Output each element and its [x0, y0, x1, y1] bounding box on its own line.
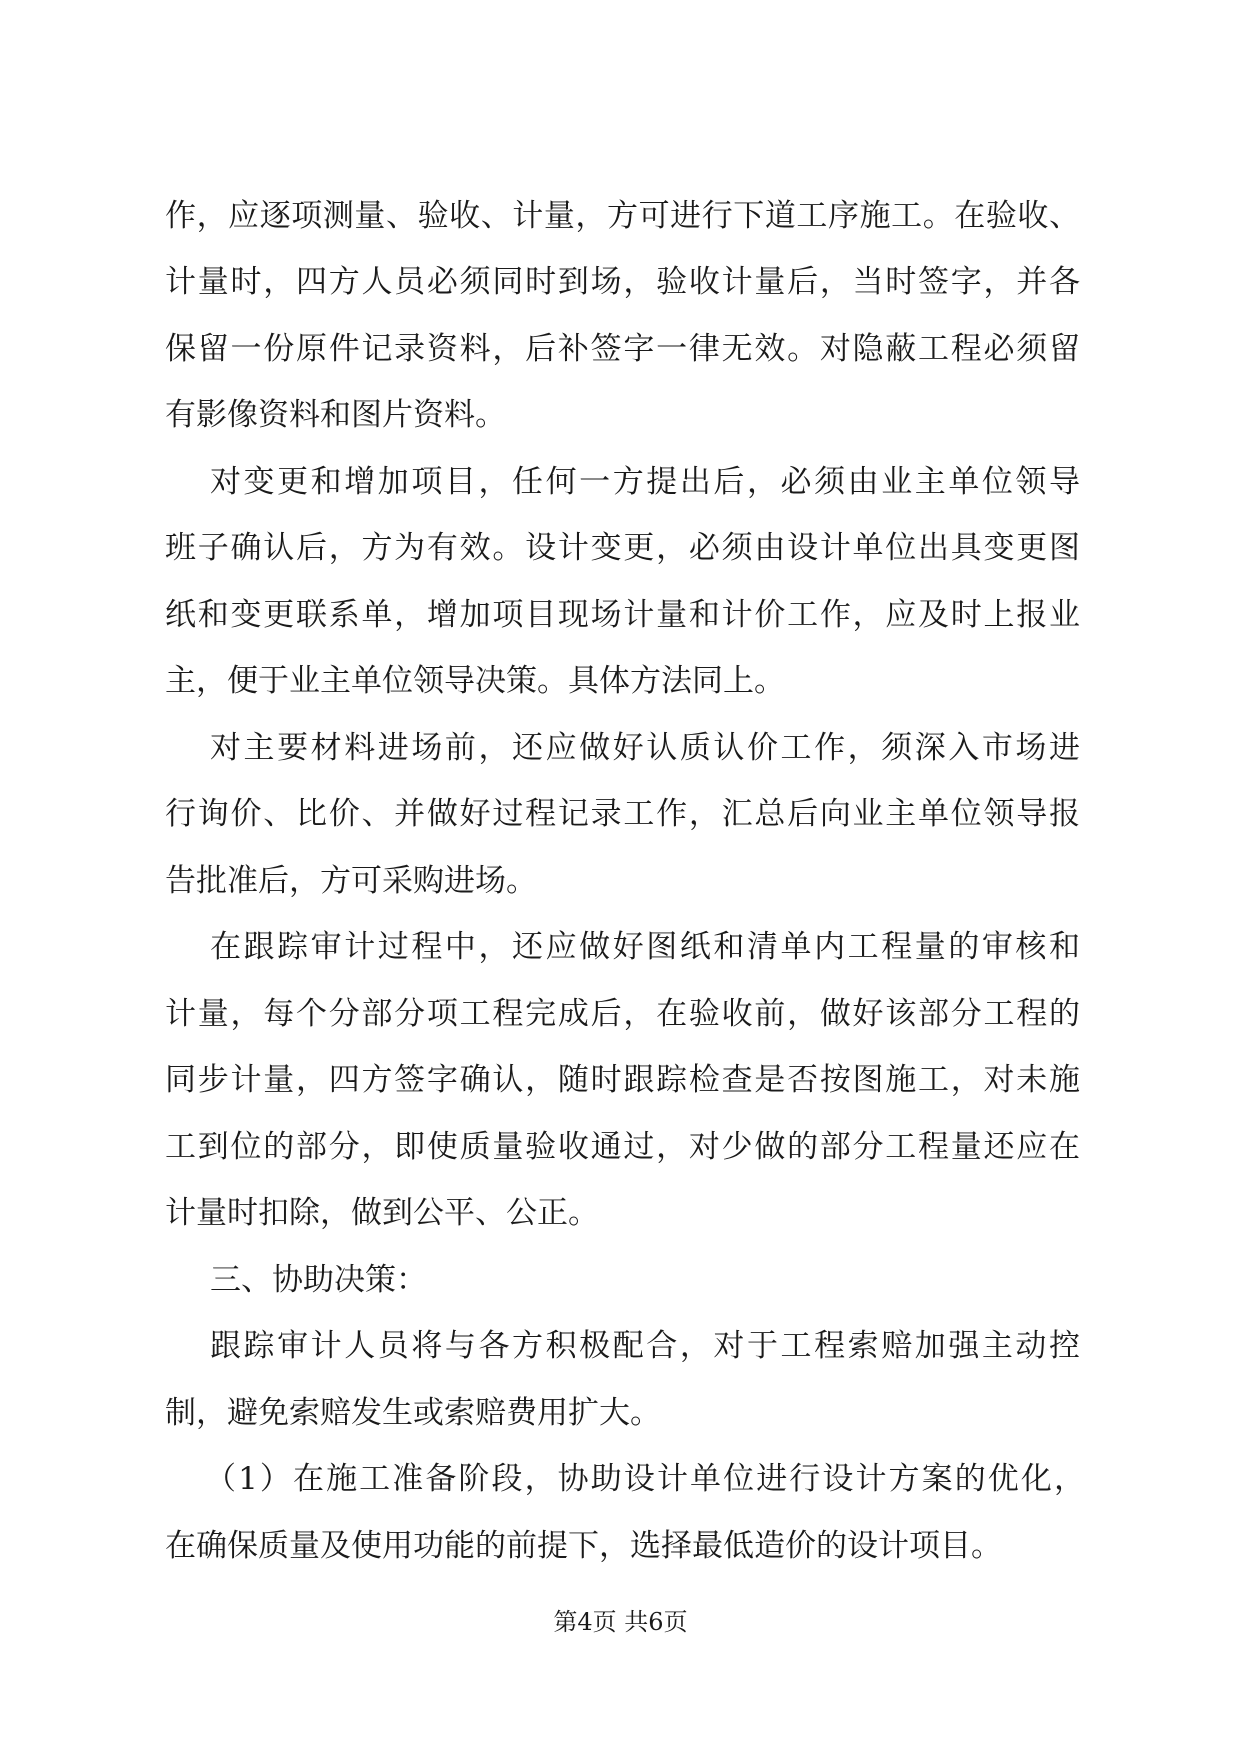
- paragraph-line: 告批准后，方可采购进场。: [165, 863, 537, 899]
- paragraph-line: 计量，每个分部分项工程完成后，在验收前，做好该部分工程的: [165, 996, 1080, 1032]
- page-number-footer: 第4页 共6页: [553, 1608, 688, 1636]
- paragraph-line: 在确保质量及使用功能的前提下，选择最低造价的设计项目。: [165, 1528, 1002, 1564]
- paragraph-line: 主，便于业主单位领导决策。具体方法同上。: [165, 663, 785, 699]
- paragraph-line: 保留一份原件记录资料，后补签字一律无效。对隐蔽工程必须留: [165, 331, 1080, 367]
- paragraph-line: 作，应逐项测量、验收、计量，方可进行下道工序施工。在验收、: [165, 198, 1080, 234]
- section-heading: 三、协助决策：: [210, 1262, 427, 1298]
- paragraph-line: 计量时，四方人员必须同时到场，验收计量后，当时签字，并各: [165, 264, 1080, 300]
- paragraph-line: 计量时扣除，做到公平、公正。: [165, 1195, 599, 1231]
- paragraph-line: 同步计量，四方签字确认，随时跟踪检查是否按图施工，对未施: [165, 1062, 1080, 1098]
- paragraph-line: 行询价、比价、并做好过程记录工作，汇总后向业主单位领导报: [165, 796, 1080, 832]
- paragraph-line: 对变更和增加项目，任何一方提出后，必须由业主单位领导: [210, 464, 1080, 500]
- paragraph-line: 工到位的部分，即使质量验收通过，对少做的部分工程量还应在: [165, 1129, 1080, 1165]
- paragraph-line: （1）在施工准备阶段，协助设计单位进行设计方案的优化，: [205, 1461, 1085, 1497]
- paragraph-line: 有影像资料和图片资料。: [165, 397, 506, 433]
- paragraph-line: 纸和变更联系单，增加项目现场计量和计价工作，应及时上报业: [165, 597, 1080, 633]
- paragraph-line: 在跟踪审计过程中，还应做好图纸和清单内工程量的审核和: [210, 929, 1080, 965]
- paragraph-line: 对主要材料进场前，还应做好认质认价工作，须深入市场进: [210, 730, 1080, 766]
- paragraph-line: 制，避免索赔发生或索赔费用扩大。: [165, 1395, 661, 1431]
- paragraph-line: 班子确认后，方为有效。设计变更，必须由设计单位出具变更图: [165, 530, 1080, 566]
- paragraph-line: 跟踪审计人员将与各方积极配合，对于工程索赔加强主动控: [210, 1328, 1080, 1364]
